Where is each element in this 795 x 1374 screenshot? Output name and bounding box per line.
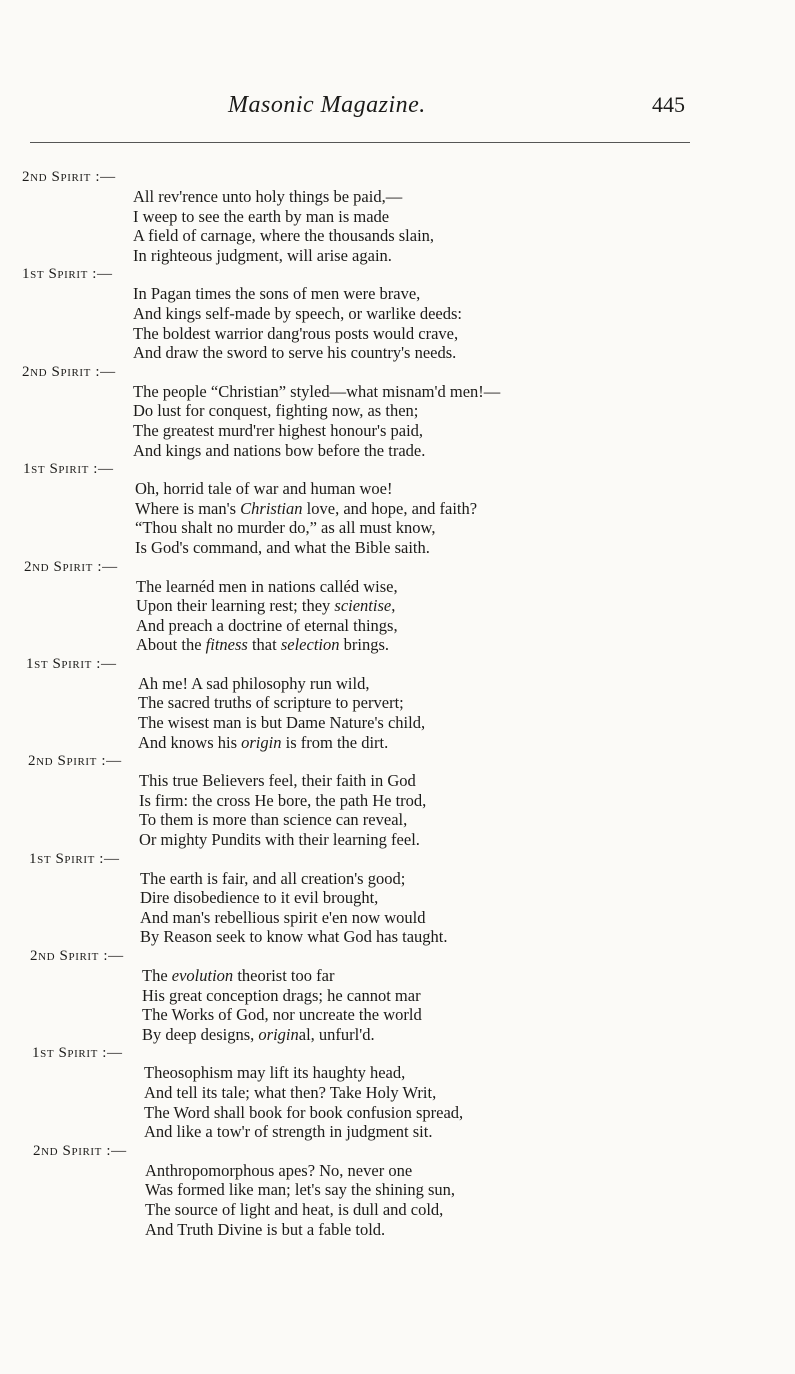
page-header	[0, 92, 795, 132]
stanza	[0, 363, 795, 460]
verse-line: Where is man's Christian love, and hope, and faith?	[135, 498, 478, 518]
verse-line: The Word shall book for book confusion spread,	[144, 1102, 464, 1122]
verse-line: Is firm: the cross He bore, the path He trod,	[139, 790, 427, 810]
verse-line: This true Believers feel, their faith in God	[139, 771, 416, 791]
stanza	[0, 1142, 795, 1239]
stanza	[0, 1044, 795, 1141]
verse-line: And knows his origin is from the dirt.	[138, 732, 389, 752]
verse-line: Do lust for conquest, fighting now, as then;	[133, 401, 419, 421]
verse-line: The earth is fair, and all creation's good;	[140, 868, 406, 888]
verse-line: The boldest warrior dang'rous posts would crave,	[133, 323, 459, 343]
stanza	[0, 947, 795, 1044]
speaker-label: 1st Spirit :—	[32, 1045, 123, 1062]
verse-line: The wisest man is but Dame Nature's child,	[138, 713, 426, 733]
verse-line: All rev'rence unto holy things be paid,—	[133, 187, 403, 206]
verse-line: Anthropomorphous apes? No, never one	[145, 1160, 413, 1180]
verse-line: In Pagan times the sons of men were brave,	[133, 284, 421, 304]
stanza	[0, 168, 795, 265]
verse-line: And kings and nations bow before the trade.	[133, 440, 426, 460]
verse-line: Oh, horrid tale of war and human woe!	[135, 479, 393, 499]
speaker-label: 2nd Spirit :—	[22, 363, 116, 380]
stanza	[0, 655, 795, 752]
header-rule	[30, 142, 690, 143]
verse-line: The people “Christian” styled—what misnam'd men!—	[133, 381, 501, 401]
poem	[0, 168, 795, 1239]
speaker-label: 2nd Spirit :—	[28, 753, 122, 770]
verse-line: About the fitness that selection brings.	[136, 635, 389, 655]
speaker-label: 1st Spirit :—	[23, 461, 114, 478]
verse-line: Theosophism may lift its haughty head,	[144, 1063, 406, 1083]
verse-line: Was formed like man; let's say the shining sun,	[145, 1180, 456, 1200]
stanza	[0, 850, 795, 947]
verse-line: And Truth Divine is but a fable told.	[145, 1219, 386, 1239]
page-number: 445	[652, 92, 685, 117]
verse-line: And like a tow'r of strength in judgment sit.	[144, 1122, 433, 1142]
verse-line: The evolution theorist too far	[142, 966, 335, 985]
verse-line: By Reason seek to know what God has taught.	[140, 927, 448, 947]
speaker-label: 2nd Spirit :—	[24, 558, 118, 575]
verse-line: Upon their learning rest; they scientise,	[136, 596, 396, 616]
verse-line: “Thou shalt no murder do,” as all must know,	[135, 518, 436, 538]
verse-line: And preach a doctrine of eternal things,	[136, 615, 398, 635]
verse-line: The greatest murd'rer highest honour's paid,	[133, 420, 424, 440]
verse-line: The source of light and heat, is dull and cold,	[145, 1199, 444, 1219]
verse-line: A field of carnage, where the thousands slain,	[133, 226, 435, 246]
speaker-label: 1st Spirit :—	[22, 266, 113, 283]
stanza	[0, 752, 795, 849]
verse-line: Is God's command, and what the Bible saith.	[135, 537, 430, 557]
running-title: Masonic Magazine.	[228, 92, 426, 118]
verse-line: And man's rebellious spirit e'en now would	[140, 907, 426, 927]
verse-line: Dire disobedience to it evil brought,	[140, 888, 379, 908]
verse-line: The learnéd men in nations calléd wise,	[136, 576, 398, 596]
verse-line: His great conception drags; he cannot mar	[142, 985, 421, 1005]
speaker-label: 2nd Spirit :—	[22, 169, 116, 185]
verse-line: Ah me! A sad philosophy run wild,	[138, 673, 370, 693]
verse-line: And kings self-made by speech, or warlike deeds:	[133, 303, 462, 323]
speaker-label: 1st Spirit :—	[26, 655, 117, 672]
verse-line: Or mighty Pundits with their learning feel.	[139, 830, 420, 850]
verse-line: And tell its tale; what then? Take Holy Writ,	[144, 1082, 437, 1102]
verse-line: The Works of God, nor uncreate the world	[142, 1005, 422, 1025]
verse-line: To them is more than science can reveal,	[139, 810, 408, 830]
verse-line: And draw the sword to serve his country's needs.	[133, 343, 457, 363]
speaker-label: 2nd Spirit :—	[33, 1142, 127, 1159]
speaker-label: 2nd Spirit :—	[30, 948, 124, 964]
stanza	[0, 460, 795, 557]
verse-line: In righteous judgment, will arise again.	[133, 245, 392, 265]
verse-line: I weep to see the earth by man is made	[133, 206, 390, 226]
verse-line: The sacred truths of scripture to pervert;	[138, 693, 404, 713]
verse-line: By deep designs, original, unfurl'd.	[142, 1024, 375, 1044]
stanza	[0, 558, 795, 655]
stanza	[0, 265, 795, 362]
speaker-label: 1st Spirit :—	[29, 850, 120, 867]
